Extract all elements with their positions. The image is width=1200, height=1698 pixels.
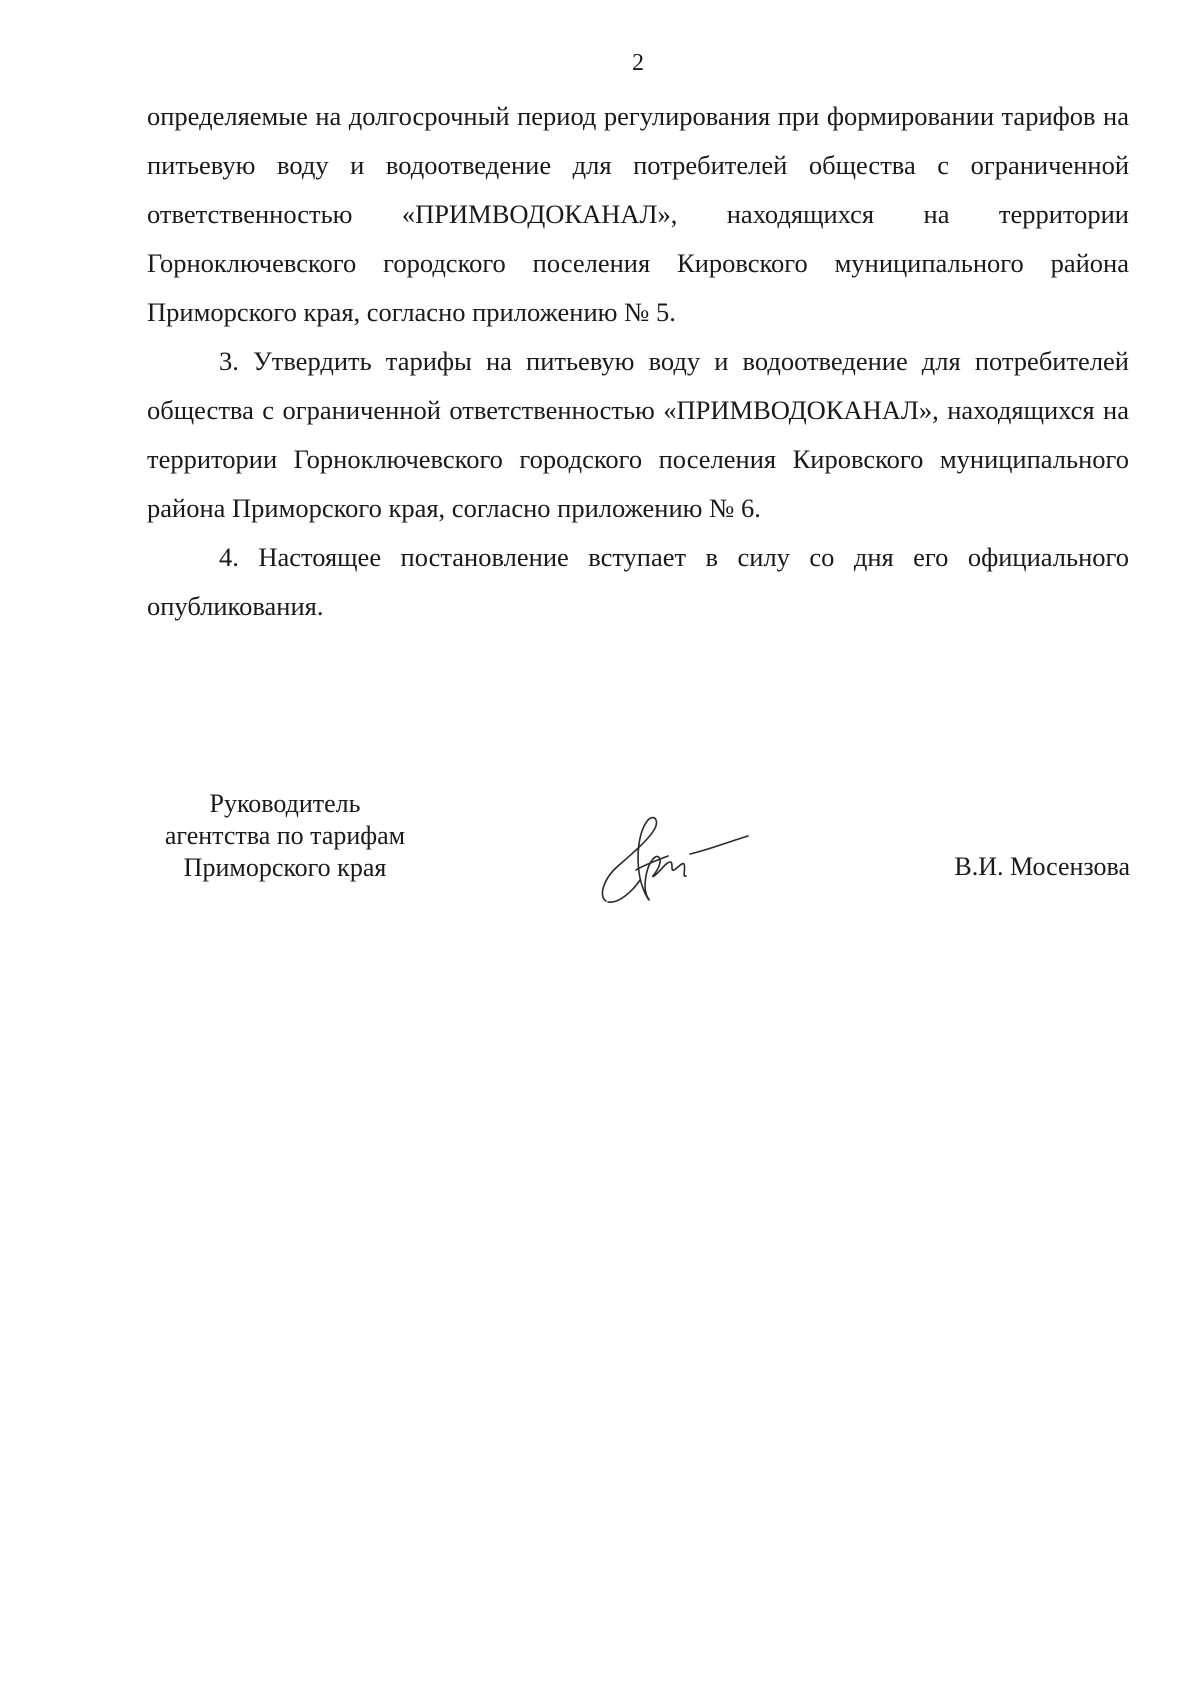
paragraph-continuation: определяемые на долгосрочный период регулирования при формировании тарифов на питьевую воду и водоотведение для потребителей общества с ограниченной ответственностью «ПРИМВОДОКАНАЛ», находящихся на территории Горноключевского городского поселения Кировского муниципального района Приморского края, согласно приложению № 5. — [147, 101, 1129, 327]
signatory-title — [140, 788, 430, 884]
paragraph-item-3: 3. Утвердить тарифы на питьевую воду и водоотведение для потребителей общества с ограниченной ответственностью «ПРИМВОДОКАНАЛ», находящихся на территории Горноключевского городского поселения Кировского муниципального района Приморского края, согласно приложению № 6. — [147, 346, 1129, 523]
signer-name: В.И. Мосензова — [954, 852, 1130, 881]
handwritten-signature — [596, 806, 786, 916]
signatory-title-line: Приморского края — [183, 853, 387, 882]
signatory-title-line: агентства по тарифам — [164, 821, 406, 850]
paragraph-item-4: 4. Настоящее постановление вступает в силу со дня его официального опубликования. — [147, 542, 1129, 621]
signatory-title-line: Руководитель — [209, 789, 361, 818]
document-body — [147, 92, 1129, 631]
page-number: 2 — [632, 50, 644, 76]
